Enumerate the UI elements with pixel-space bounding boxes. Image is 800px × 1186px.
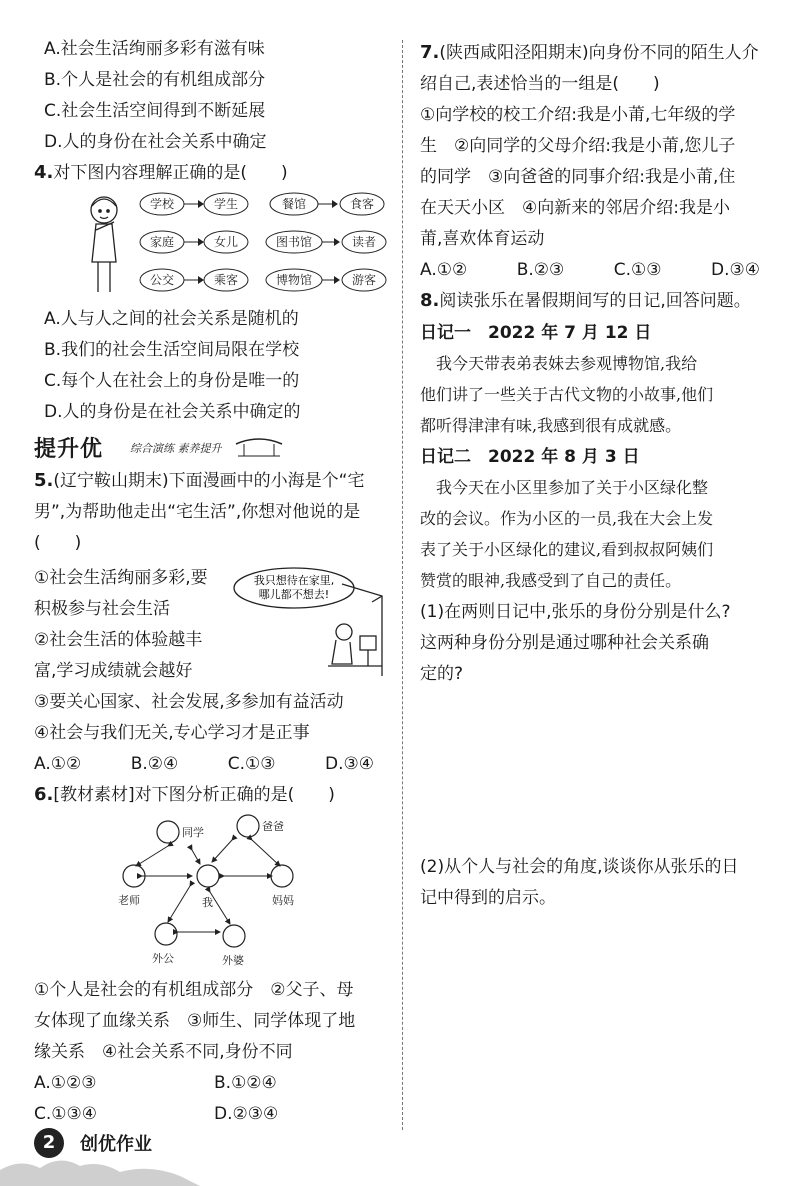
q4-option-a: A.人与人之间的社会关系是随机的 (44, 309, 299, 329)
pavilion-icon (234, 434, 284, 458)
q5-number: 5. (34, 470, 54, 491)
node-grandpa (155, 923, 177, 945)
q7-stem-line-4: 生 ②向同学的父母介绍:我是小莆,您儿子 (420, 136, 736, 156)
q5-statement-1a: ①社会生活绚丽多彩,要 (34, 568, 208, 588)
q6-option-d: D.②③④ (214, 1104, 279, 1124)
q8-number: 8. (420, 290, 440, 311)
q3-option-a: A.社会生活绚丽多彩有滋有味 (44, 39, 265, 59)
pair-2-from: 餐馆 (281, 197, 307, 211)
label-mom: 妈妈 (272, 894, 294, 907)
pair-5 (140, 269, 248, 291)
bubble-line-1: 我只想待在家里, (253, 574, 335, 587)
diary-1-line-1: 我今天带表弟表妹去参观博物馆,我给 (420, 354, 698, 373)
bubble-line-2: 哪儿都不想去! (258, 588, 330, 601)
q6-option-a: A.①②③ (34, 1073, 97, 1093)
q8-sub1-line-3: 定的? (420, 664, 464, 684)
q5-option-b: B.②④ (130, 754, 179, 774)
page-number: 2 (34, 1128, 64, 1158)
pair-5-to: 乘客 (213, 273, 239, 287)
q8-stem (420, 286, 751, 316)
q7-option-c: C.①③ (613, 260, 662, 280)
node-grandma (223, 925, 245, 947)
q4-option-c: C.每个人在社会上的身份是唯一的 (44, 371, 300, 391)
relation-arrows (136, 840, 280, 932)
q6-statement-1: ①个人是社会的有机组成部分 ②父子、母 (34, 980, 354, 1000)
label-grandpa: 外公 (152, 952, 174, 965)
column-divider (402, 40, 403, 1130)
q7-stem-line-6: 在天天小区 ④向新来的邻居介绍:我是小 (420, 198, 730, 218)
q3-option-b: B.个人是社会的有机组成部分 (44, 70, 266, 90)
pair-1 (140, 193, 248, 215)
section-subtitle: 综合演练 素养提升 (130, 442, 222, 455)
q3-option-c: C.社会生活空间得到不断延展 (44, 101, 266, 121)
pair-6-to: 游客 (351, 273, 377, 287)
q7-option-d: D.③④ (710, 260, 760, 280)
node-dad (237, 815, 259, 837)
q4-stem (34, 158, 288, 188)
label-grandma: 外婆 (222, 954, 244, 967)
pair-3-from: 家庭 (149, 235, 175, 249)
pair-2-to: 食客 (349, 197, 375, 211)
brand-name: 创优作业 (80, 1134, 152, 1155)
q5-stem-text-1: (辽宁鞍山期末)下面漫画中的小海是个“宅 (53, 471, 365, 491)
section-banner (34, 432, 274, 460)
q4-figure (84, 192, 404, 302)
label-dad: 爸爸 (262, 820, 284, 833)
q5-statement-3: ③要关心国家、社会发展,多参加有益活动 (34, 692, 344, 712)
q8-sub1-line-1: (1)在两则日记中,张乐的身份分别是什么? (420, 602, 731, 622)
q6-number: 6. (34, 784, 54, 805)
node-teacher (123, 865, 145, 887)
pair-3 (140, 231, 248, 253)
diary-2-line-1: 我今天在小区里参加了关于小区绿化整 (420, 478, 709, 497)
pair-4-from: 图书馆 (275, 235, 313, 249)
q6-relationship-diagram (112, 812, 312, 972)
q5-statement-2b: 富,学习成绩就会越好 (34, 661, 193, 681)
pair-4-to: 读者 (351, 235, 377, 249)
diary-2-line-2: 改的会议。作为小区的一员,我在大会上发 (420, 509, 714, 528)
q5-option-c: C.①③ (227, 754, 276, 774)
q7-stem-line-1 (420, 38, 759, 68)
diary-1-title: 日记一 2022 年 7 月 12 日 (420, 323, 652, 343)
q6-option-c: C.①③④ (34, 1104, 97, 1124)
node-me (197, 865, 219, 887)
q6-stem (34, 780, 335, 810)
q6-statement-3: 缘关系 ④社会关系不同,身份不同 (34, 1042, 293, 1062)
q7-stem-text-1: (陕西咸阳泾阳期末)向身份不同的陌生人介 (439, 43, 759, 63)
q7-stem-line-7: 莆,喜欢体育运动 (420, 229, 545, 249)
q5-stem-line-2: 男”,为帮助他走出“宅生活”,你想对他说的是 (34, 502, 361, 522)
q4-stem-text: 对下图内容理解正确的是( ) (53, 163, 288, 183)
q8-sub1-line-2: 这两种身份分别是通过哪种社会关系确 (420, 633, 709, 653)
pair-1-to: 学生 (213, 197, 239, 211)
q5-statement-4: ④社会与我们无关,专心学习才是正事 (34, 723, 310, 743)
node-mom (271, 865, 293, 887)
q7-stem-line-5: 的同学 ③向爸爸的同事介绍:我是小莆,住 (420, 167, 736, 187)
pair-6-from: 博物馆 (275, 273, 313, 287)
q7-option-a: A.①② (420, 260, 468, 280)
q8-stem-text: 阅读张乐在暑假期间写的日记,回答问题。 (439, 291, 751, 311)
label-teacher: 老师 (118, 894, 140, 907)
q4-option-d: D.人的身份是在社会关系中确定的 (44, 402, 301, 422)
node-classmate (157, 821, 179, 843)
q5-statement-2a: ②社会生活的体验越丰 (34, 630, 203, 650)
pair-1-from: 学校 (149, 197, 175, 211)
q6-option-b: B.①②④ (214, 1073, 277, 1093)
diary-2-title: 日记二 2022 年 8 月 3 日 (420, 447, 640, 467)
q7-stem-line-2: 绍自己,表述恰当的一组是( ) (420, 74, 660, 94)
pair-4 (266, 231, 386, 253)
q7-options (420, 255, 760, 285)
girl-illustration (91, 197, 117, 292)
q4-option-b: B.我们的社会生活空间局限在学校 (44, 340, 300, 360)
pair-2 (270, 193, 384, 215)
q6-stem-text: [教材素材]对下图分析正确的是( ) (53, 785, 335, 805)
q5-option-a: A.①② (34, 754, 82, 774)
q8-sub2-line-1: (2)从个人与社会的角度,谈谈你从张乐的日 (420, 857, 739, 877)
q5-options (34, 749, 374, 779)
q5-stem-line-3: ( ) (34, 533, 82, 553)
pair-5-from: 公交 (149, 273, 175, 287)
q7-number: 7. (420, 42, 440, 63)
diary-2-line-4: 赞赏的眼神,我感受到了自己的责任。 (420, 571, 682, 590)
q7-option-b: B.②③ (516, 260, 565, 280)
label-classmate: 同学 (182, 826, 204, 839)
diary-1-line-3: 都听得津津有味,我感到很有成就感。 (420, 416, 682, 435)
diary-2-line-3: 表了关于小区绿化的建议,看到叔叔阿姨们 (420, 540, 714, 559)
label-me: 我 (202, 896, 213, 909)
q6-statement-2: 女体现了血缘关系 ③师生、同学体现了地 (34, 1011, 356, 1031)
q7-stem-line-3: ①向学校的校工介绍:我是小莆,七年级的学 (420, 105, 736, 125)
diary-1-line-2: 他们讲了一些关于古代文物的小故事,他们 (420, 385, 714, 404)
section-title: 提升优 (34, 437, 104, 462)
q5-stem-line-1 (34, 466, 364, 496)
q5-cartoon (232, 566, 392, 678)
pair-6 (266, 269, 386, 291)
q5-option-d: D.③④ (324, 754, 374, 774)
q8-sub2-line-2: 记中得到的启示。 (420, 888, 556, 908)
q3-option-d: D.人的身份在社会关系中确定 (44, 132, 267, 152)
q4-number: 4. (34, 162, 54, 183)
q5-statement-1b: 积极参与社会生活 (34, 599, 170, 619)
pair-3-to: 女儿 (213, 235, 239, 249)
